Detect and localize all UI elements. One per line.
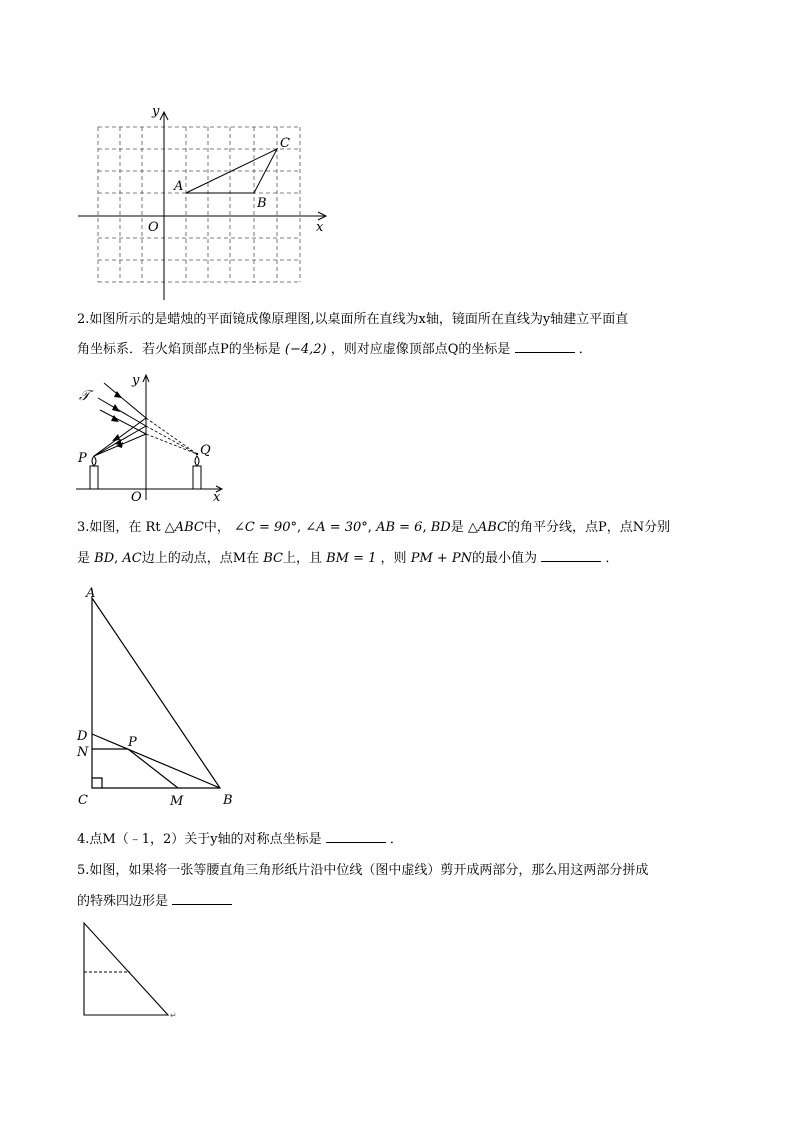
point-n-label: N: [77, 745, 89, 760]
figure-1-coordinate-grid: [70, 95, 340, 305]
question-5-line-1: 5.如图，如果将一张等腰直角三角形纸片沿中位线（图中虚线）剪开成两部分，那么用这两部分拼成: [77, 863, 649, 878]
return-mark-icon: ↵: [170, 1011, 177, 1020]
question-3-line-1: 3.如图，在 Rt △ABC中， ∠C = 90°, ∠A = 30°, AB = 6, BD是 △ABC的角平分线，点P，点N分别: [77, 520, 671, 535]
question-5-line-2: 的特殊四边形是: [77, 891, 232, 913]
point-b-label: B: [257, 196, 267, 211]
figure-2-candle-mirror: [70, 370, 235, 505]
x-axis-label: x: [316, 220, 324, 235]
point-c-label: C: [280, 136, 290, 151]
x-axis-label: x: [213, 490, 221, 505]
point-q-label: Q: [200, 443, 211, 458]
coordinate-p: (−4,2): [284, 342, 327, 357]
figure-3-right-triangle: [70, 580, 250, 810]
figure-5-isosceles-triangle: [75, 918, 185, 1023]
point-a-label: A: [86, 586, 96, 601]
point-d-label: D: [77, 729, 88, 744]
question-4: 4.点M（﹣1，2）关于y轴的对称点坐标是 ．: [77, 832, 403, 847]
answer-blank-q3[interactable]: [541, 549, 601, 562]
y-axis-label: y: [152, 104, 160, 119]
answer-blank-q4[interactable]: [326, 830, 386, 843]
question-3-line-2: 是 BD, AC边上的动点，点M在 BC上，且 BM = 1 ，则 PM + PN的最小值为 ．: [77, 551, 619, 566]
point-p-label: P: [128, 735, 137, 750]
point-p-label: P: [78, 451, 87, 466]
point-c-label: C: [78, 793, 88, 808]
point-a-label: A: [174, 179, 184, 194]
origin-label: O: [148, 220, 159, 235]
question-2-line-2: 角坐标系．若火焰顶部点P的坐标是 (−4,2) ，则对应虚像顶部点Q的坐标是 ．: [77, 342, 592, 357]
origin-label: O: [131, 490, 142, 505]
point-b-label: B: [223, 793, 233, 808]
question-2-line-1: 2.如图所示的是蜡烛的平面镜成像原理图,以桌面所在直线为x轴，镜面所在直线为y轴建立平面直: [77, 312, 629, 327]
y-axis-label: y: [132, 373, 140, 388]
point-m-label: M: [170, 794, 184, 809]
answer-blank-q5[interactable]: [172, 892, 232, 905]
eye-icon: 𝒯: [79, 388, 90, 404]
answer-blank-q2[interactable]: [515, 340, 575, 353]
